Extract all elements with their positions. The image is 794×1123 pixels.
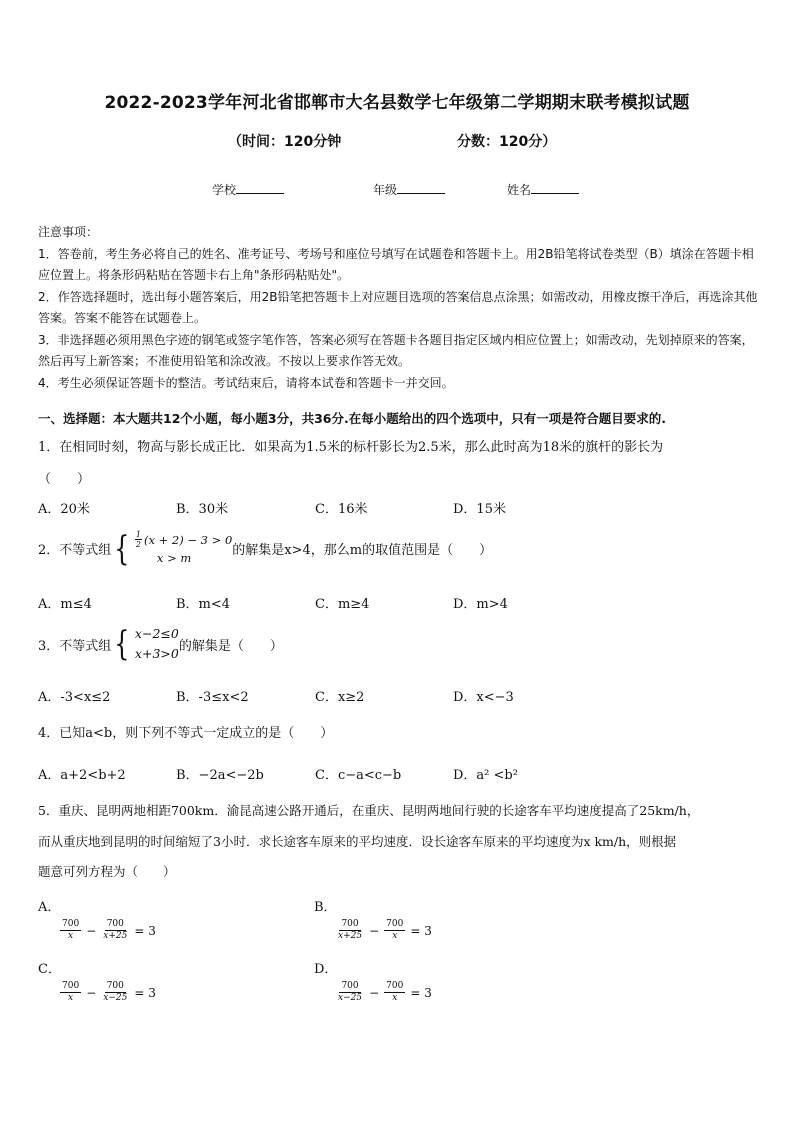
school-label: 学校 [212,183,237,197]
q3-option-b: B．-3≤x<2 [176,690,249,705]
q5-a-frac-1: $\frac{700}{x}$ [62,919,80,941]
q3-system [111,624,179,664]
q4-option-c: C．c−a<c−b [315,768,402,783]
q5-b-minus: − [369,923,380,938]
q3-stem [38,624,283,664]
q2-line2: x > m [156,551,192,565]
q5-option-b-label: B． [314,900,337,915]
notice-heading: 注意事项： [38,225,99,239]
q2-option-a: A．m≤4 [38,597,92,612]
q2-suffix: 的解集是x>4，那么m的取值范围是（ ） [232,543,493,558]
q5-option-d-label: D． [314,962,338,977]
q5-b-frac-2: $\frac{700}{x}$ [386,919,404,941]
q5-option-a [38,896,156,942]
q5-option-b [314,896,432,942]
q1-option-b: B．30米 [176,502,229,517]
name-blank [531,181,579,194]
q5-c-frac-1: $\frac{700}{x}$ [62,981,80,1003]
q2-stem [38,530,492,567]
notice-block [38,222,758,394]
grade-blank [397,181,445,194]
q5-b-frac-1: $\frac{700}{x+25}$ [338,919,363,941]
q2-option-b: B．m<4 [176,597,231,612]
q4-option-d: D．a² <b² [453,768,518,783]
q5-d-rhs: = 3 [410,985,432,1000]
q5-option-a-label: A． [38,900,61,915]
q4-option-a: A．a+2<b+2 [38,768,126,783]
q5-option-d [314,958,432,1004]
exam-time: （时间：120分钟 [228,134,342,150]
q5-option-c-label: C． [38,962,61,977]
q5-b-rhs: = 3 [410,923,432,938]
q2-option-d: D．m>4 [453,597,508,612]
q2-option-c: C．m≥4 [315,597,370,612]
q5-option-c [38,958,156,1004]
notice-item-3: 3．非选择题必须用黑色字迹的钢笔或签字笔作答，答案必须写在答题卡各题目指定区域内相应位置上；如需改动，先划掉原来的答案，然后再写上新答案；不准使用铅笔和涂改液。不按以上要求作答无效。 [38,332,754,368]
name-field [507,181,579,198]
q3-option-c: C．x≥2 [315,690,365,705]
q5-line-1: 5．重庆、昆明两地相距700km．渝昆高速公路开通后，在重庆、昆明两地间行驶的长途客车平均速度提高了25km/h， [38,803,700,818]
q2-prefix: 2．不等式组 [38,543,112,558]
q5-c-frac-2: $\frac{700}{x-25}$ [103,981,128,1003]
notice-item-4: 4．考生必须保证答题卡的整洁。考试结束后，请将本试卷和答题卡一并交回。 [38,375,454,390]
school-blank [236,181,284,194]
q2-half: $\frac{1}{2}$ [135,530,142,549]
q5-d-minus: − [369,985,380,1000]
q1-stem: 1．在相同时刻，物高与影长成正比．如果高为1.5米的标杆影长为2.5米，那么此时高为18米的旗杆的影长为 [38,440,664,455]
q5-c-minus: − [86,985,97,1000]
grade-label: 年级 [373,183,398,197]
q5-line-2: 而从重庆地到昆明的时间缩短了3小时．求长途客车原来的平均速度．设长途客车原来的平均速度为x km/h，则根据 [38,834,677,849]
q3-line2: x+3>0 [134,646,179,661]
section-heading: 一、选择题：本大题共12个小题，每小题3分，共36分.在每小题给出的四个选项中，只有一项是符合题目要求的. [38,411,666,426]
q1-option-a: A．20米 [38,502,90,517]
exam-score: 分数：120分） [457,134,557,150]
q2-brace: { [114,528,130,569]
q3-suffix: 的解集是（ ） [178,638,283,654]
q3-line1: x−2≤0 [134,626,179,641]
name-label: 姓名 [507,183,532,197]
q2-line1: (x + 2) − 3 > 0 [144,532,233,547]
page-title: 2022-2023学年河北省邯郸市大名县数学七年级第二学期期末联考模拟试题 [104,93,690,113]
grade-field [373,181,445,198]
q5-a-rhs: = 3 [134,923,156,938]
q3-prefix: 3．不等式组 [38,638,112,654]
q5-c-rhs: = 3 [134,985,156,1000]
q5-line-3: 题意可列方程为（ ） [38,864,176,879]
q3-option-d: D．x<−3 [453,690,514,705]
q4-option-b: B．−2a<−2b [176,768,264,783]
q5-a-minus: − [86,923,97,938]
q5-a-frac-2: $\frac{700}{x+25}$ [103,919,128,941]
q5-d-frac-2: $\frac{700}{x}$ [386,981,404,1003]
q3-option-a: A．-3<x≤2 [38,690,111,705]
q1-option-d: D．15米 [453,502,506,517]
q4-stem: 4．已知a<b，则下列不等式一定成立的是（ ） [38,726,334,741]
notice-item-1: 1．答卷前，考生务必将自己的姓名、准考证号、考场号和座位号填写在试题卷和答题卡上。用2B铅笔将试卷类型（B）填涂在答题卡相应位置上。将条形码粘贴在答题卡右上角"条形码粘贴处"。 [38,246,754,282]
q2-system [111,530,232,567]
q1-option-c: C．16米 [315,502,368,517]
q1-paren: （ ） [38,472,91,487]
q5-d-frac-1: $\frac{700}{x-25}$ [338,981,363,1003]
notice-item-2: 2．作答选择题时，选出每小题答案后，用2B铅笔把答题卡上对应题目选项的答案信息点涂黑；如需改动，用橡皮擦干净后，再选涂其他答案。答案不能答在试题卷上。 [38,289,758,325]
q3-brace: { [114,624,130,664]
school-field [212,181,284,198]
